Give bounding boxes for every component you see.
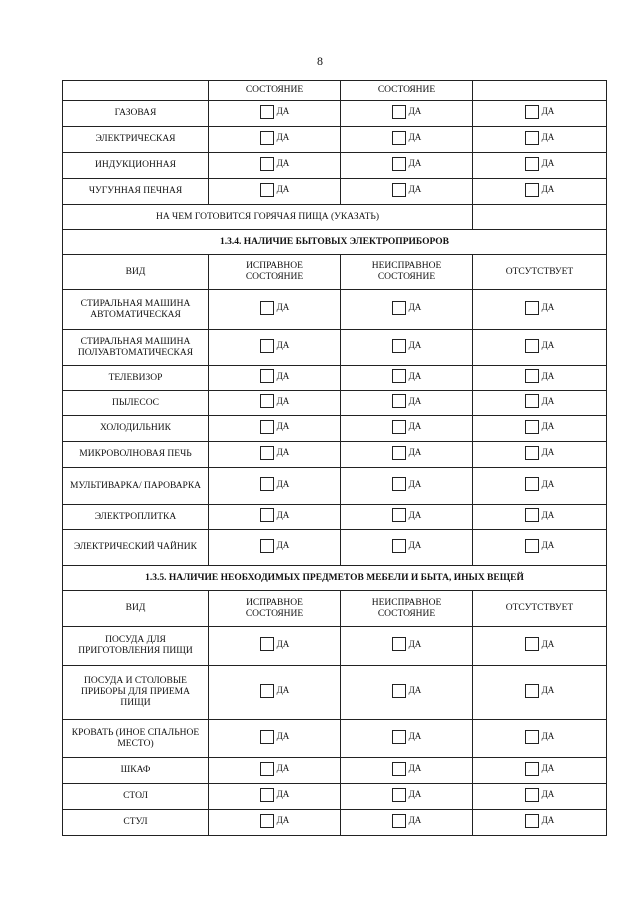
item-label: ГАЗОВАЯ bbox=[63, 101, 209, 127]
working-appliance-8-checkbox[interactable] bbox=[260, 539, 274, 553]
checkbox-label: ДА bbox=[541, 789, 555, 799]
absent-appliance-3-cell bbox=[473, 391, 607, 416]
checkbox-label: ДА bbox=[276, 106, 290, 116]
absent-stove-0-option[interactable] bbox=[525, 105, 555, 119]
table-row bbox=[63, 442, 607, 468]
item-label: ПОСУДА ДЛЯ ПРИГОТОВЛЕНИЯ ПИЩИ bbox=[63, 627, 209, 666]
working-appliance-1-option[interactable] bbox=[260, 339, 290, 353]
absent-appliance-0-cell bbox=[473, 290, 607, 330]
checkbox-label: ДА bbox=[408, 158, 422, 168]
broken-appliance-6-option[interactable] bbox=[392, 477, 422, 491]
working-appliance-2-cell bbox=[209, 366, 341, 391]
working-stove-2-option[interactable] bbox=[260, 157, 290, 171]
checkbox-label: ДА bbox=[408, 763, 422, 773]
checkbox-label: ДА bbox=[541, 395, 555, 406]
checkbox-label: ДА bbox=[276, 421, 290, 431]
checkbox-label: ДА bbox=[541, 132, 555, 142]
absent-furniture-0-cell bbox=[473, 627, 607, 666]
column-header bbox=[473, 81, 607, 101]
hot-food-question: НА ЧЕМ ГОТОВИТСЯ ГОРЯЧАЯ ПИЩА (УКАЗАТЬ) bbox=[63, 205, 473, 230]
checkbox-label: ДА bbox=[276, 731, 290, 741]
header-row bbox=[63, 81, 607, 101]
working-appliance-4-option[interactable] bbox=[260, 420, 290, 434]
absent-appliance-1-option[interactable] bbox=[525, 339, 555, 353]
broken-appliance-2-cell bbox=[341, 366, 473, 391]
absent-furniture-4-checkbox[interactable] bbox=[525, 788, 539, 802]
working-furniture-0-checkbox[interactable] bbox=[260, 637, 274, 651]
item-label: СТИРАЛЬНАЯ МАШИНА АВТОМАТИЧЕСКАЯ bbox=[63, 290, 209, 330]
absent-appliance-4-cell bbox=[473, 416, 607, 442]
absent-stove-0-cell bbox=[473, 101, 607, 127]
checkbox-label: ДА bbox=[541, 184, 555, 194]
column-header bbox=[63, 81, 209, 101]
column-header: ИСПРАВНОЕ СОСТОЯНИЕ bbox=[209, 591, 341, 627]
item-label: КРОВАТЬ (ИНОЕ СПАЛЬНОЕ МЕСТО) bbox=[63, 720, 209, 758]
working-furniture-4-checkbox[interactable] bbox=[260, 788, 274, 802]
broken-appliance-0-cell bbox=[341, 290, 473, 330]
absent-appliance-5-checkbox[interactable] bbox=[525, 446, 539, 460]
working-appliance-0-option[interactable] bbox=[260, 301, 290, 315]
broken-furniture-3-option[interactable] bbox=[392, 762, 422, 776]
broken-appliance-6-checkbox[interactable] bbox=[392, 477, 406, 491]
absent-appliance-4-option[interactable] bbox=[525, 420, 555, 434]
broken-appliance-0-checkbox[interactable] bbox=[392, 301, 406, 315]
checkbox-label: ДА bbox=[408, 447, 422, 457]
broken-stove-0-option[interactable] bbox=[392, 105, 422, 119]
working-furniture-0-option[interactable] bbox=[260, 637, 290, 651]
item-label: МУЛЬТИВАРКА/ ПАРОВАРКА bbox=[63, 468, 209, 505]
broken-stove-0-checkbox[interactable] bbox=[392, 105, 406, 119]
absent-furniture-3-checkbox[interactable] bbox=[525, 762, 539, 776]
broken-stove-2-cell bbox=[341, 153, 473, 179]
item-label: ПОСУДА И СТОЛОВЫЕ ПРИБОРЫ ДЛЯ ПРИЕМА ПИЩИ bbox=[63, 666, 209, 720]
table-row bbox=[63, 290, 607, 330]
absent-furniture-4-option[interactable] bbox=[525, 788, 555, 802]
absent-furniture-4-cell bbox=[473, 784, 607, 810]
absent-stove-3-cell bbox=[473, 179, 607, 205]
checkbox-label: ДА bbox=[408, 395, 422, 406]
absent-appliance-3-checkbox[interactable] bbox=[525, 394, 539, 408]
checkbox-label: ДА bbox=[276, 132, 290, 142]
absent-appliance-3-option[interactable] bbox=[525, 394, 555, 408]
absent-appliance-6-checkbox[interactable] bbox=[525, 477, 539, 491]
table-row bbox=[63, 468, 607, 505]
checkbox-label: ДА bbox=[541, 302, 555, 312]
column-header: СОСТОЯНИЕ bbox=[341, 81, 473, 101]
working-stove-1-checkbox[interactable] bbox=[260, 131, 274, 145]
broken-appliance-5-cell bbox=[341, 442, 473, 468]
absent-appliance-7-cell bbox=[473, 505, 607, 530]
item-label: ПЫЛЕСОС bbox=[63, 391, 209, 416]
working-appliance-6-cell bbox=[209, 468, 341, 505]
section-title: 1.3.4. НАЛИЧИЕ БЫТОВЫХ ЭЛЕКТРОПРИБОРОВ bbox=[63, 230, 607, 255]
column-header: ВИД bbox=[63, 591, 209, 627]
working-appliance-7-cell bbox=[209, 505, 341, 530]
absent-stove-0-checkbox[interactable] bbox=[525, 105, 539, 119]
item-label: СТИРАЛЬНАЯ МАШИНА ПОЛУАВТОМАТИЧЕСКАЯ bbox=[63, 330, 209, 366]
checkbox-label: ДА bbox=[276, 478, 290, 489]
broken-appliance-4-checkbox[interactable] bbox=[392, 420, 406, 434]
item-label: МИКРОВОЛНОВАЯ ПЕЧЬ bbox=[63, 442, 209, 468]
working-furniture-3-option[interactable] bbox=[260, 762, 290, 776]
checkbox-label: ДА bbox=[541, 340, 555, 350]
working-furniture-2-checkbox[interactable] bbox=[260, 730, 274, 744]
item-label: ТЕЛЕВИЗОР bbox=[63, 366, 209, 391]
absent-appliance-8-cell bbox=[473, 530, 607, 566]
table-row bbox=[63, 720, 607, 758]
broken-appliance-4-option[interactable] bbox=[392, 420, 422, 434]
table-row bbox=[63, 330, 607, 366]
broken-furniture-0-option[interactable] bbox=[392, 637, 422, 651]
checkbox-label: ДА bbox=[408, 638, 422, 649]
checkbox-label: ДА bbox=[541, 478, 555, 489]
working-furniture-3-cell bbox=[209, 758, 341, 784]
checkbox-label: ДА bbox=[276, 638, 290, 649]
table-row bbox=[63, 758, 607, 784]
working-appliance-2-checkbox[interactable] bbox=[260, 369, 274, 383]
checkbox-label: ДА bbox=[408, 132, 422, 142]
section-row bbox=[63, 566, 607, 591]
absent-stove-2-cell bbox=[473, 153, 607, 179]
checkbox-label: ДА bbox=[276, 685, 290, 695]
broken-appliance-6-cell bbox=[341, 468, 473, 505]
broken-appliance-1-checkbox[interactable] bbox=[392, 339, 406, 353]
checkbox-label: ДА bbox=[408, 421, 422, 431]
working-appliance-5-checkbox[interactable] bbox=[260, 446, 274, 460]
absent-appliance-5-option[interactable] bbox=[525, 446, 555, 460]
broken-furniture-2-cell bbox=[341, 720, 473, 758]
broken-appliance-5-option[interactable] bbox=[392, 446, 422, 460]
checkbox-label: ДА bbox=[276, 184, 290, 194]
working-appliance-6-checkbox[interactable] bbox=[260, 477, 274, 491]
living-conditions-form bbox=[62, 80, 607, 836]
checkbox-label: ДА bbox=[541, 685, 555, 695]
section-title: 1.3.5. НАЛИЧИЕ НЕОБХОДИМЫХ ПРЕДМЕТОВ МЕБЕЛИ И БЫТА, ИНЫХ ВЕЩЕЙ bbox=[63, 566, 607, 591]
working-appliance-7-option[interactable] bbox=[260, 508, 290, 522]
table-row bbox=[63, 416, 607, 442]
absent-appliance-2-option[interactable] bbox=[525, 369, 555, 383]
section-row bbox=[63, 230, 607, 255]
broken-furniture-1-checkbox[interactable] bbox=[392, 684, 406, 698]
absent-stove-3-checkbox[interactable] bbox=[525, 183, 539, 197]
absent-appliance-6-cell bbox=[473, 468, 607, 505]
item-label: СТУЛ bbox=[63, 810, 209, 836]
table-row bbox=[63, 627, 607, 666]
absent-appliance-7-checkbox[interactable] bbox=[525, 508, 539, 522]
header-row bbox=[63, 591, 607, 627]
broken-appliance-7-cell bbox=[341, 505, 473, 530]
absent-furniture-2-option[interactable] bbox=[525, 730, 555, 744]
broken-stove-1-option[interactable] bbox=[392, 131, 422, 145]
broken-furniture-1-cell bbox=[341, 666, 473, 720]
checkbox-label: ДА bbox=[541, 447, 555, 457]
broken-stove-3-option[interactable] bbox=[392, 183, 422, 197]
table-row bbox=[63, 784, 607, 810]
broken-appliance-1-cell bbox=[341, 330, 473, 366]
absent-stove-3-option[interactable] bbox=[525, 183, 555, 197]
working-appliance-4-checkbox[interactable] bbox=[260, 420, 274, 434]
broken-stove-3-checkbox[interactable] bbox=[392, 183, 406, 197]
working-stove-3-cell bbox=[209, 179, 341, 205]
checkbox-label: ДА bbox=[276, 789, 290, 799]
absent-stove-1-cell bbox=[473, 127, 607, 153]
broken-furniture-0-checkbox[interactable] bbox=[392, 637, 406, 651]
broken-appliance-3-checkbox[interactable] bbox=[392, 394, 406, 408]
broken-appliance-5-checkbox[interactable] bbox=[392, 446, 406, 460]
item-label: ХОЛОДИЛЬНИК bbox=[63, 416, 209, 442]
broken-furniture-3-checkbox[interactable] bbox=[392, 762, 406, 776]
column-header: ОТСУТСТВУЕТ bbox=[473, 255, 607, 290]
checkbox-label: ДА bbox=[408, 302, 422, 312]
working-furniture-0-cell bbox=[209, 627, 341, 666]
absent-furniture-5-cell bbox=[473, 810, 607, 836]
checkbox-label: ДА bbox=[408, 731, 422, 741]
checkbox-label: ДА bbox=[408, 370, 422, 381]
broken-appliance-3-cell bbox=[341, 391, 473, 416]
broken-appliance-8-checkbox[interactable] bbox=[392, 539, 406, 553]
broken-furniture-5-option[interactable] bbox=[392, 814, 422, 828]
broken-furniture-4-checkbox[interactable] bbox=[392, 788, 406, 802]
broken-furniture-2-checkbox[interactable] bbox=[392, 730, 406, 744]
working-appliance-0-cell bbox=[209, 290, 341, 330]
working-stove-3-option[interactable] bbox=[260, 183, 290, 197]
checkbox-label: ДА bbox=[276, 395, 290, 406]
checkbox-label: ДА bbox=[541, 638, 555, 649]
broken-furniture-4-option[interactable] bbox=[392, 788, 422, 802]
absent-appliance-0-checkbox[interactable] bbox=[525, 301, 539, 315]
table-row bbox=[63, 530, 607, 566]
broken-stove-3-cell bbox=[341, 179, 473, 205]
broken-stove-2-checkbox[interactable] bbox=[392, 157, 406, 171]
checkbox-label: ДА bbox=[276, 763, 290, 773]
absent-appliance-4-checkbox[interactable] bbox=[525, 420, 539, 434]
absent-appliance-8-checkbox[interactable] bbox=[525, 539, 539, 553]
broken-appliance-7-checkbox[interactable] bbox=[392, 508, 406, 522]
broken-appliance-8-cell bbox=[341, 530, 473, 566]
column-header: СОСТОЯНИЕ bbox=[209, 81, 341, 101]
checkbox-label: ДА bbox=[541, 763, 555, 773]
broken-appliance-3-option[interactable] bbox=[392, 394, 422, 408]
table-row bbox=[63, 153, 607, 179]
absent-furniture-2-cell bbox=[473, 720, 607, 758]
working-furniture-5-cell bbox=[209, 810, 341, 836]
broken-furniture-2-option[interactable] bbox=[392, 730, 422, 744]
item-label: ИНДУКЦИОННАЯ bbox=[63, 153, 209, 179]
checkbox-label: ДА bbox=[276, 370, 290, 381]
working-appliance-8-cell bbox=[209, 530, 341, 566]
item-label: ЭЛЕКТРИЧЕСКАЯ bbox=[63, 127, 209, 153]
working-furniture-5-option[interactable] bbox=[260, 814, 290, 828]
broken-furniture-5-checkbox[interactable] bbox=[392, 814, 406, 828]
working-appliance-5-option[interactable] bbox=[260, 446, 290, 460]
broken-stove-2-option[interactable] bbox=[392, 157, 422, 171]
header-row bbox=[63, 255, 607, 290]
checkbox-label: ДА bbox=[408, 540, 422, 550]
broken-appliance-8-option[interactable] bbox=[392, 539, 422, 553]
checkbox-label: ДА bbox=[541, 731, 555, 741]
working-appliance-1-cell bbox=[209, 330, 341, 366]
table-row bbox=[63, 666, 607, 720]
broken-appliance-2-checkbox[interactable] bbox=[392, 369, 406, 383]
checkbox-label: ДА bbox=[408, 509, 422, 520]
table-row bbox=[63, 810, 607, 836]
working-furniture-4-cell bbox=[209, 784, 341, 810]
absent-stove-1-option[interactable] bbox=[525, 131, 555, 145]
absent-furniture-3-option[interactable] bbox=[525, 762, 555, 776]
working-appliance-1-checkbox[interactable] bbox=[260, 339, 274, 353]
broken-furniture-4-cell bbox=[341, 784, 473, 810]
checkbox-label: ДА bbox=[541, 540, 555, 550]
working-stove-0-checkbox[interactable] bbox=[260, 105, 274, 119]
broken-appliance-1-option[interactable] bbox=[392, 339, 422, 353]
checkbox-label: ДА bbox=[276, 158, 290, 168]
absent-furniture-2-checkbox[interactable] bbox=[525, 730, 539, 744]
item-label: СТОЛ bbox=[63, 784, 209, 810]
absent-furniture-1-checkbox[interactable] bbox=[525, 684, 539, 698]
checkbox-label: ДА bbox=[276, 340, 290, 350]
working-stove-1-cell bbox=[209, 127, 341, 153]
absent-furniture-1-option[interactable] bbox=[525, 684, 555, 698]
checkbox-label: ДА bbox=[276, 302, 290, 312]
checkbox-label: ДА bbox=[408, 106, 422, 116]
working-stove-0-cell bbox=[209, 101, 341, 127]
working-appliance-4-cell bbox=[209, 416, 341, 442]
item-label: ЭЛЕКТРОПЛИТКА bbox=[63, 505, 209, 530]
broken-furniture-1-option[interactable] bbox=[392, 684, 422, 698]
page-number: 8 bbox=[317, 54, 323, 68]
absent-stove-2-option[interactable] bbox=[525, 157, 555, 171]
working-furniture-2-cell bbox=[209, 720, 341, 758]
checkbox-label: ДА bbox=[408, 340, 422, 350]
working-appliance-2-option[interactable] bbox=[260, 369, 290, 383]
checkbox-label: ДА bbox=[541, 815, 555, 825]
checkbox-label: ДА bbox=[408, 815, 422, 825]
checkbox-label: ДА bbox=[276, 509, 290, 520]
working-furniture-1-option[interactable] bbox=[260, 684, 290, 698]
broken-appliance-4-cell bbox=[341, 416, 473, 442]
absent-appliance-1-checkbox[interactable] bbox=[525, 339, 539, 353]
working-stove-1-option[interactable] bbox=[260, 131, 290, 145]
checkbox-label: ДА bbox=[541, 370, 555, 381]
checkbox-label: ДА bbox=[541, 106, 555, 116]
working-stove-0-option[interactable] bbox=[260, 105, 290, 119]
table-row bbox=[63, 179, 607, 205]
hot-food-answer-field[interactable] bbox=[473, 205, 607, 230]
broken-furniture-0-cell bbox=[341, 627, 473, 666]
working-appliance-6-option[interactable] bbox=[260, 477, 290, 491]
broken-appliance-7-option[interactable] bbox=[392, 508, 422, 522]
table-row bbox=[63, 127, 607, 153]
working-appliance-3-option[interactable] bbox=[260, 394, 290, 408]
working-appliance-8-option[interactable] bbox=[260, 539, 290, 553]
absent-appliance-1-cell bbox=[473, 330, 607, 366]
broken-furniture-5-cell bbox=[341, 810, 473, 836]
working-appliance-5-cell bbox=[209, 442, 341, 468]
checkbox-label: ДА bbox=[276, 447, 290, 457]
item-label: ЧУГУННАЯ ПЕЧНАЯ bbox=[63, 179, 209, 205]
working-furniture-1-checkbox[interactable] bbox=[260, 684, 274, 698]
broken-appliance-2-option[interactable] bbox=[392, 369, 422, 383]
absent-furniture-0-option[interactable] bbox=[525, 637, 555, 651]
table-row bbox=[63, 391, 607, 416]
working-stove-3-checkbox[interactable] bbox=[260, 183, 274, 197]
absent-appliance-2-cell bbox=[473, 366, 607, 391]
checkbox-label: ДА bbox=[408, 789, 422, 799]
column-header: НЕИСПРАВНОЕ СОСТОЯНИЕ bbox=[341, 255, 473, 290]
checkbox-label: ДА bbox=[408, 184, 422, 194]
checkbox-label: ДА bbox=[541, 509, 555, 520]
checkbox-label: ДА bbox=[276, 540, 290, 550]
hot-food-row bbox=[63, 205, 607, 230]
column-header: ИСПРАВНОЕ СОСТОЯНИЕ bbox=[209, 255, 341, 290]
working-furniture-4-option[interactable] bbox=[260, 788, 290, 802]
absent-appliance-6-option[interactable] bbox=[525, 477, 555, 491]
broken-appliance-0-option[interactable] bbox=[392, 301, 422, 315]
checkbox-label: ДА bbox=[276, 815, 290, 825]
checkbox-label: ДА bbox=[541, 421, 555, 431]
absent-stove-1-checkbox[interactable] bbox=[525, 131, 539, 145]
working-stove-2-cell bbox=[209, 153, 341, 179]
column-header: НЕИСПРАВНОЕ СОСТОЯНИЕ bbox=[341, 591, 473, 627]
broken-stove-1-checkbox[interactable] bbox=[392, 131, 406, 145]
absent-furniture-5-option[interactable] bbox=[525, 814, 555, 828]
item-label: ШКАФ bbox=[63, 758, 209, 784]
table-row bbox=[63, 505, 607, 530]
table-row bbox=[63, 101, 607, 127]
absent-appliance-0-option[interactable] bbox=[525, 301, 555, 315]
absent-appliance-2-checkbox[interactable] bbox=[525, 369, 539, 383]
table-row bbox=[63, 366, 607, 391]
column-header: ОТСУТСТВУЕТ bbox=[473, 591, 607, 627]
working-furniture-3-checkbox[interactable] bbox=[260, 762, 274, 776]
absent-appliance-8-option[interactable] bbox=[525, 539, 555, 553]
working-furniture-5-checkbox[interactable] bbox=[260, 814, 274, 828]
working-appliance-0-checkbox[interactable] bbox=[260, 301, 274, 315]
checkbox-label: ДА bbox=[541, 158, 555, 168]
absent-furniture-5-checkbox[interactable] bbox=[525, 814, 539, 828]
absent-furniture-0-checkbox[interactable] bbox=[525, 637, 539, 651]
working-appliance-3-checkbox[interactable] bbox=[260, 394, 274, 408]
absent-furniture-3-cell bbox=[473, 758, 607, 784]
broken-stove-0-cell bbox=[341, 101, 473, 127]
working-appliance-7-checkbox[interactable] bbox=[260, 508, 274, 522]
broken-furniture-3-cell bbox=[341, 758, 473, 784]
absent-appliance-7-option[interactable] bbox=[525, 508, 555, 522]
working-stove-2-checkbox[interactable] bbox=[260, 157, 274, 171]
absent-appliance-5-cell bbox=[473, 442, 607, 468]
working-appliance-3-cell bbox=[209, 391, 341, 416]
column-header: ВИД bbox=[63, 255, 209, 290]
absent-furniture-1-cell bbox=[473, 666, 607, 720]
checkbox-label: ДА bbox=[408, 685, 422, 695]
checkbox-label: ДА bbox=[408, 478, 422, 489]
absent-stove-2-checkbox[interactable] bbox=[525, 157, 539, 171]
broken-stove-1-cell bbox=[341, 127, 473, 153]
item-label: ЭЛЕКТРИЧЕСКИЙ ЧАЙНИК bbox=[63, 530, 209, 566]
working-furniture-1-cell bbox=[209, 666, 341, 720]
working-furniture-2-option[interactable] bbox=[260, 730, 290, 744]
